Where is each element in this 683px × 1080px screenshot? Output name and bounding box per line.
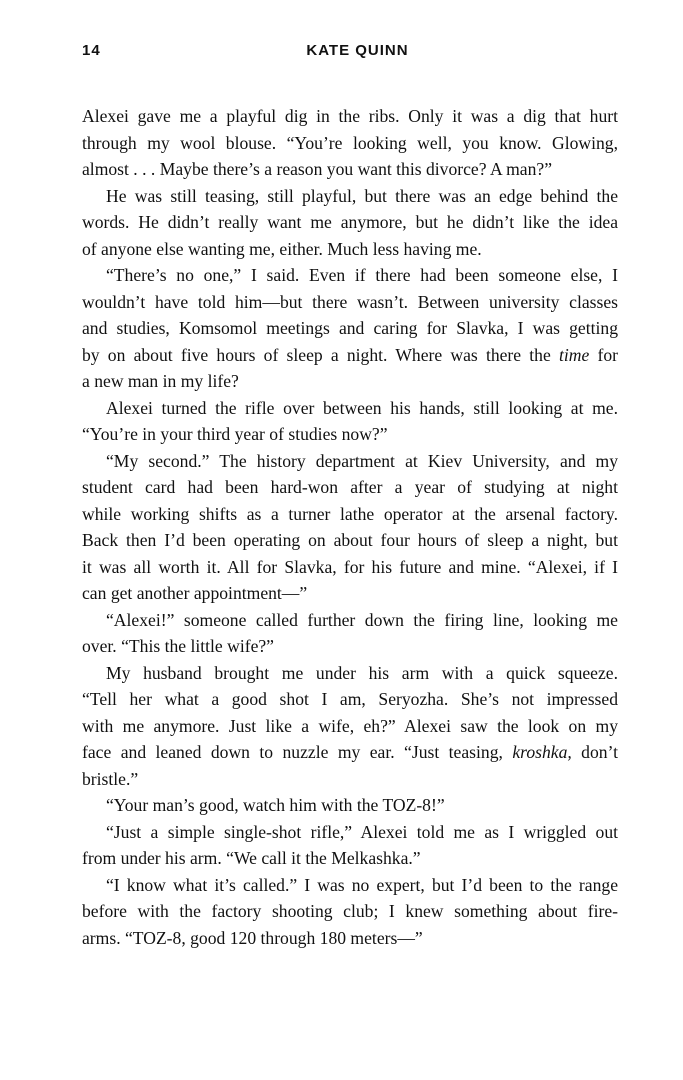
text-segment: don’t (571, 742, 619, 762)
text-line (82, 686, 618, 713)
text-segment: “My second.” The history department at Kiev University, and my (106, 450, 618, 471)
text-segment: “You’re in your third year of studies now?” (82, 424, 388, 444)
text-segment: by on about five hours of sleep a night. Where was there the (82, 344, 559, 365)
text-segment: “Alexei!” someone called further down the firing line, looking me (106, 609, 618, 630)
running-head: KATE QUINN (306, 42, 409, 59)
text-line (82, 262, 618, 289)
text-line (82, 819, 618, 846)
text-segment: through my wool blouse. “You’re looking well, you know. Glowing, (82, 132, 618, 153)
text-line (82, 660, 618, 687)
text-segment: arms. “TOZ-8, good 120 through 180 meters—” (82, 927, 423, 948)
text-line (82, 236, 618, 263)
text-line (82, 130, 618, 157)
text-segment: before with the factory shooting club; I knew something about fire- (82, 901, 618, 921)
text-segment: with me anymore. Just like a wife, eh?” Alexei saw the look on my (82, 715, 618, 736)
text-line (82, 713, 618, 740)
text-segment: wouldn’t have told him—but there wasn’t. Between university classes (82, 291, 618, 312)
text-line (82, 395, 618, 422)
text-line (82, 474, 618, 501)
text-line (82, 766, 618, 793)
body-text (82, 103, 618, 951)
text-line (82, 103, 618, 130)
text-line (82, 925, 618, 952)
text-segment: face and leaned down to nuzzle my ear. “Just teasing, (82, 742, 513, 762)
text-line (82, 342, 618, 369)
text-line (82, 792, 618, 819)
italic-text: kroshka, (512, 742, 572, 762)
text-segment: for (589, 344, 618, 365)
text-segment: He was still teasing, still playful, but there was an edge behind the (106, 185, 618, 206)
text-segment: “I know what it’s called.” I was no expert, but I’d been to the range (106, 874, 618, 895)
text-segment: My husband brought me under his arm with a quick squeeze. (106, 662, 618, 683)
text-segment: from under his arm. “We call it the Melkashka.” (82, 848, 421, 868)
text-line (82, 315, 618, 342)
italic-text: time (558, 344, 590, 365)
text-segment: and studies, Komsomol meetings and caring for Slavka, I was getting (82, 318, 618, 338)
text-line (82, 368, 618, 395)
text-segment: almost . . . Maybe there’s a reason you want this divorce? A man?” (82, 159, 553, 179)
text-segment: Back then I’d been operating on about four hours of sleep a night, but (82, 530, 618, 550)
text-line (82, 739, 618, 766)
text-line (82, 633, 618, 660)
text-segment: “Your man’s good, watch him with the TOZ-8!” (106, 795, 445, 815)
text-segment: “Tell her what a good shot I am, Seryozha. She’s not impressed (82, 689, 618, 709)
text-line (82, 845, 618, 872)
page-header (82, 42, 623, 66)
text-segment: while working shifts as a turner lathe operator at the arsenal factory. (82, 503, 618, 524)
text-line (82, 209, 618, 236)
text-line (82, 183, 618, 210)
text-line (82, 898, 618, 925)
text-segment: Alexei turned the rifle over between his hands, still looking at me. (106, 397, 618, 418)
page-number: 14 (82, 42, 101, 59)
text-line (82, 421, 618, 448)
text-line (82, 156, 618, 183)
text-segment: over. “This the little wife?” (82, 636, 274, 656)
text-segment: bristle.” (82, 768, 139, 789)
text-line (82, 554, 618, 581)
text-segment: “Just a simple single-shot rifle,” Alexei told me as I wriggled out (106, 821, 618, 842)
text-line (82, 580, 618, 607)
text-segment: a new man in my life? (82, 371, 239, 391)
text-segment: “There’s no one,” I said. Even if there had been someone else, I (106, 265, 618, 285)
text-segment: Alexei gave me a playful dig in the ribs. Only it was a dig that hurt (82, 106, 618, 126)
text-segment: can get another appointment—” (82, 583, 308, 603)
text-line (82, 289, 618, 316)
text-segment: student card had been hard-won after a year of studying at night (82, 477, 618, 497)
text-line (82, 872, 618, 899)
text-segment: words. He didn’t really want me anymore, but he didn’t like the idea (82, 212, 618, 232)
text-line (82, 527, 618, 554)
text-segment: of anyone else wanting me, either. Much less having me. (82, 238, 482, 259)
text-line (82, 501, 618, 528)
text-line (82, 607, 618, 634)
text-segment: it was all worth it. All for Slavka, for his future and mine. “Alexei, if I (82, 556, 618, 577)
text-line (82, 448, 618, 475)
